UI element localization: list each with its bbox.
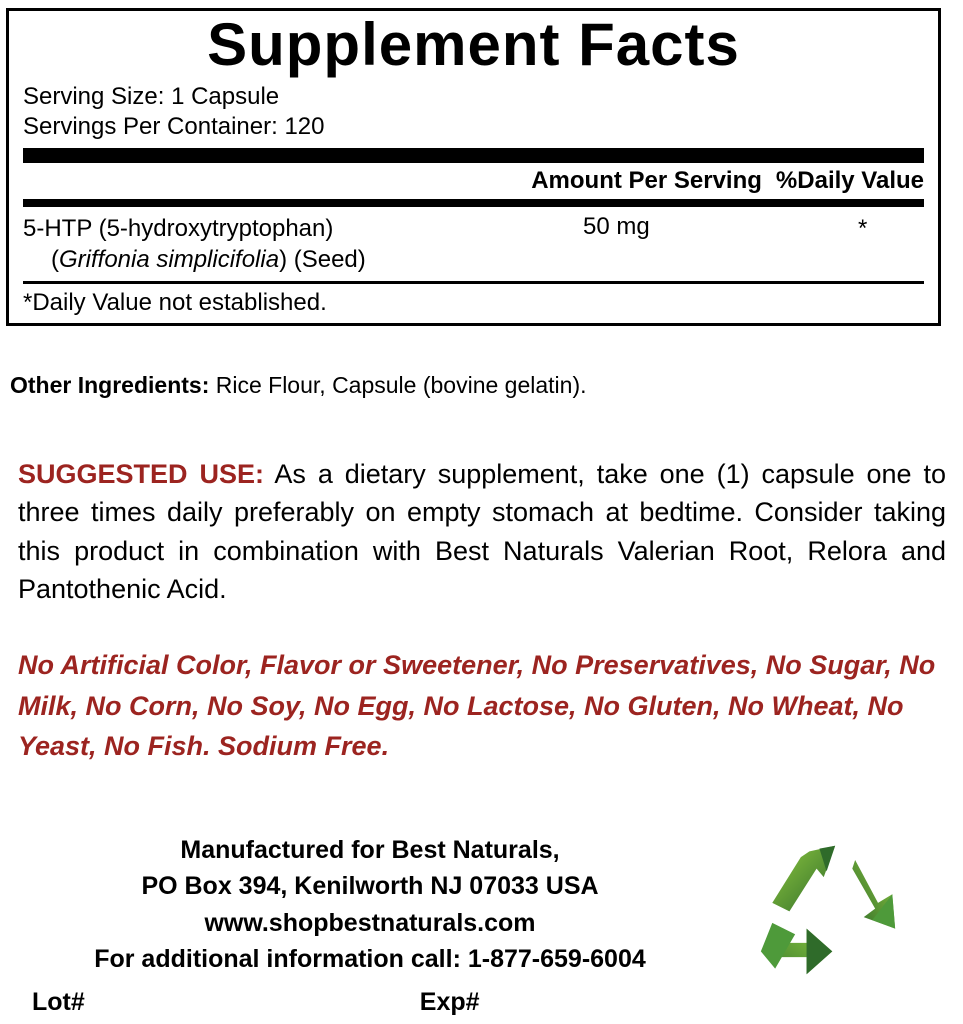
- lot-label: Lot#: [32, 988, 85, 1016]
- suggested-use: [18, 455, 946, 608]
- free-from-claims: No Artificial Color, Flavor or Sweetener, No Preservatives, No Sugar, No Milk, No Corn, No Soy, No Egg, No Lactose, No Gluten, No Wheat, No Yeast, No Fish. Sodium Free.: [18, 650, 936, 761]
- manufacturer-block: [0, 832, 740, 977]
- ingredient-source-suffix: ) (Seed): [279, 245, 366, 273]
- other-ingredients-label: Other Ingredients:: [10, 372, 210, 398]
- column-header-amount: Amount Per Serving: [531, 166, 762, 194]
- ingredient-source-prefix: (: [51, 245, 59, 273]
- suggested-use-label: SUGGESTED USE:: [18, 459, 264, 489]
- divider-thick-top: [23, 148, 924, 163]
- divider-under-headers: [23, 199, 924, 207]
- lot-exp-row: [0, 988, 640, 1017]
- exp-label: Exp#: [419, 988, 480, 1016]
- supplement-facts-panel: [6, 8, 941, 326]
- ingredient-daily-value: *: [858, 214, 868, 242]
- daily-value-footnote: *Daily Value not established.: [23, 288, 327, 316]
- ingredient-source: [23, 244, 924, 275]
- supplement-facts-title: Supplement Facts: [207, 11, 740, 78]
- suggested-use-text: As a dietary supplement, take one (1) capsule one to three times daily preferably on empty stomach at bedtime. Consider taking this product in combination with Best Naturals Valerian Root, Relora and Pantothenic Acid.: [18, 459, 946, 604]
- manufacturer-website[interactable]: www.shopbestnaturals.com: [204, 908, 536, 937]
- serving-size: Serving Size: 1 Capsule: [23, 82, 280, 110]
- other-ingredients-value: Rice Flour, Capsule (bovine gelatin).: [215, 372, 587, 398]
- manufacturer-phone: For additional information call: 1-877-659-6004: [94, 944, 646, 973]
- recycle-icon: [748, 840, 928, 990]
- ingredient-amount: 50 mg: [583, 212, 650, 240]
- ingredient-row: [23, 207, 924, 281]
- column-header-daily-value: %Daily Value: [775, 166, 924, 194]
- ingredient-source-latin: Griffonia simplicifolia: [59, 245, 280, 273]
- other-ingredients: [10, 372, 940, 399]
- column-headers: [23, 163, 924, 199]
- manufacturer-line-2: PO Box 394, Kenilworth NJ 07033 USA: [141, 872, 599, 901]
- manufacturer-line-1: Manufactured for Best Naturals,: [180, 836, 560, 864]
- servings-per-container: Servings Per Container: 120: [23, 112, 325, 140]
- ingredient-name: 5-HTP (5-hydroxytryptophan): [23, 214, 334, 242]
